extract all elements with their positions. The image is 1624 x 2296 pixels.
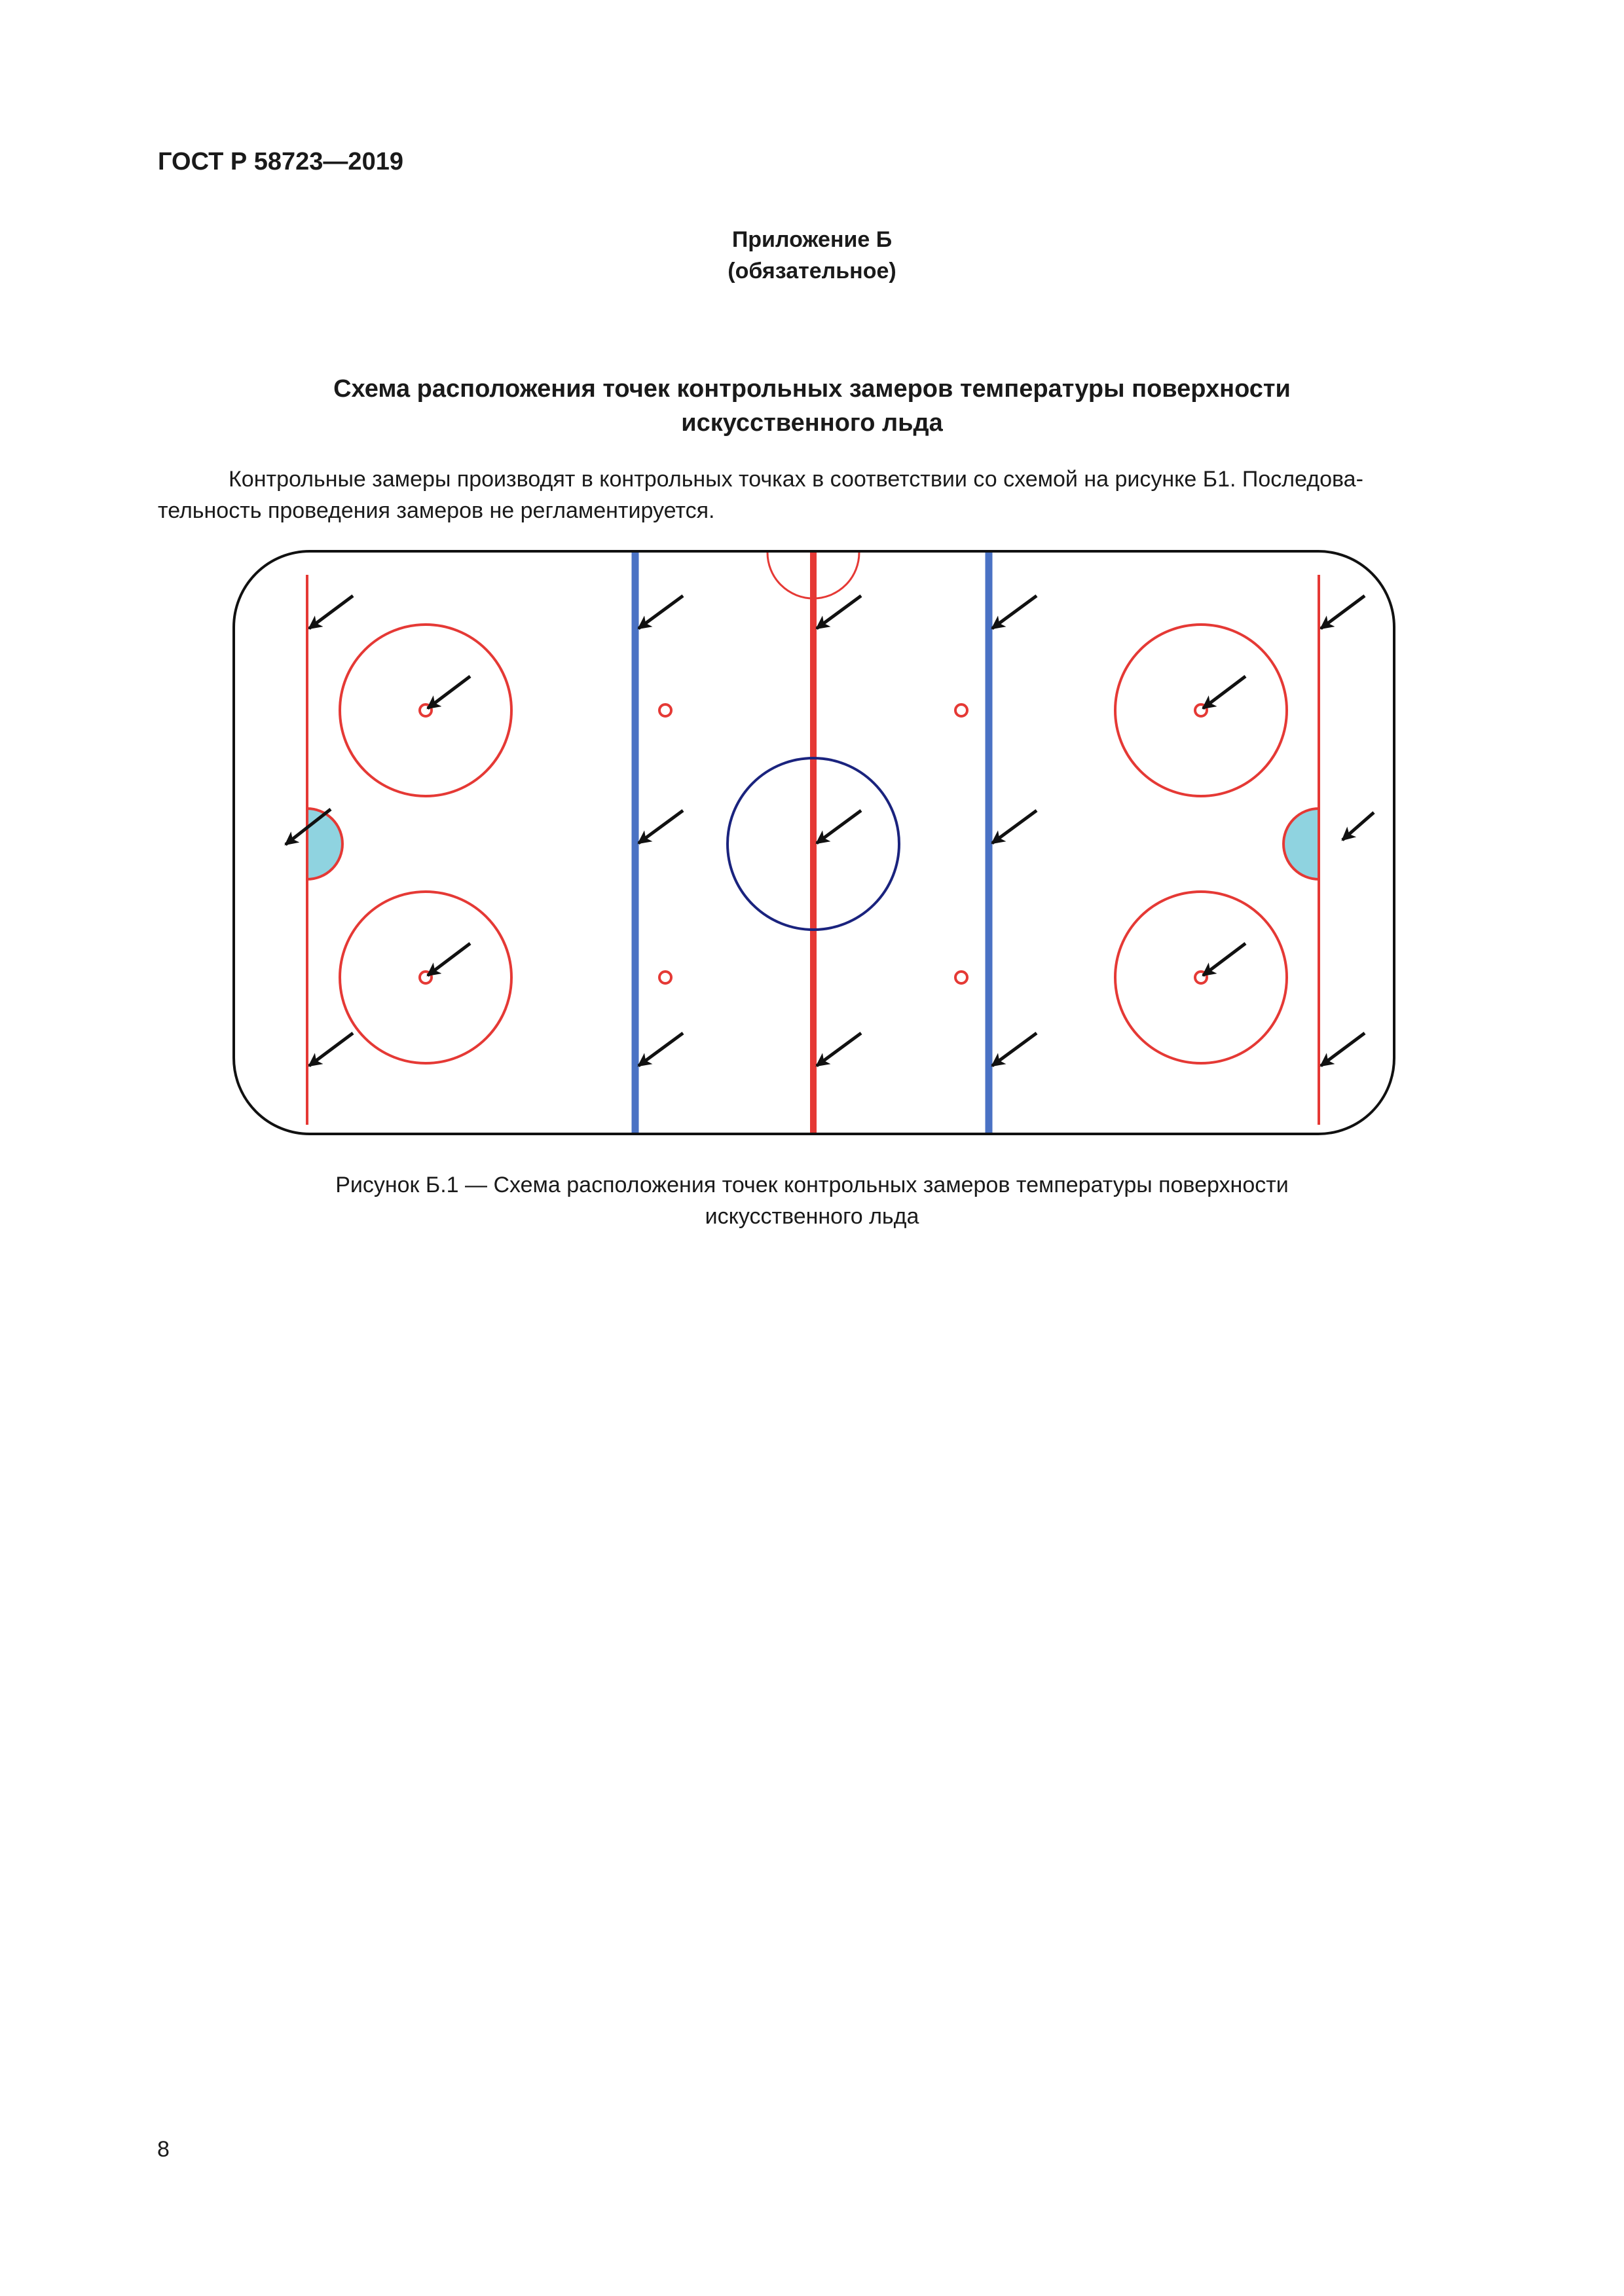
figure-caption-line-1: Рисунок Б.1 — Схема расположения точек контрольных замеров температуры поверхности	[335, 1173, 1289, 1197]
measurement-arrow-9	[817, 596, 861, 629]
page-number: 8	[157, 2137, 170, 2162]
goal-crease-left	[307, 809, 342, 879]
measurement-arrow-16	[1203, 943, 1246, 975]
measurement-arrow-1	[309, 596, 353, 629]
measurement-arrow-17	[1321, 596, 1365, 629]
appendix-title: Приложение Б	[731, 227, 893, 252]
measurement-arrows	[286, 596, 1374, 1066]
figure-caption-line-2: искусственного льда	[705, 1204, 919, 1229]
neutral-spot-top-left	[659, 704, 671, 716]
section-title	[0, 372, 1624, 440]
measurement-arrow-7	[638, 811, 683, 843]
section-title-line-2: искусственного льда	[681, 409, 943, 437]
appendix-heading	[0, 224, 1624, 287]
appendix-status: (обязательное)	[728, 259, 896, 283]
rink-diagram	[231, 549, 1397, 1142]
figure-caption	[0, 1169, 1624, 1232]
measurement-arrow-15	[1203, 676, 1246, 708]
measurement-arrow-19	[1342, 812, 1374, 840]
intro-paragraph	[158, 464, 1467, 526]
neutral-spot-top-right	[955, 704, 967, 716]
document-code: ГОСТ Р 58723—2019	[158, 148, 403, 175]
measurement-arrow-18	[1321, 1033, 1365, 1066]
measurement-arrow-5	[309, 1033, 353, 1066]
measurement-arrow-10	[817, 811, 861, 843]
measurement-arrow-2	[428, 676, 470, 708]
measurement-arrow-4	[428, 943, 470, 975]
measurement-arrow-6	[638, 596, 683, 629]
neutral-spot-bottom-right	[955, 972, 967, 983]
section-title-line-1: Схема расположения точек контрольных замеров температуры поверхности	[333, 375, 1291, 403]
neutral-spot-bottom-left	[659, 972, 671, 983]
measurement-arrow-11	[817, 1033, 861, 1066]
measurement-arrow-14	[992, 1033, 1037, 1066]
intro-line-1: Контрольные замеры производят в контрольных точках в соответствии со схемой на рисунке Б1. Последова-	[229, 467, 1363, 492]
measurement-arrow-12	[992, 596, 1037, 629]
measurement-arrow-8	[638, 1033, 683, 1066]
measurement-arrow-13	[992, 811, 1037, 843]
intro-line-2: тельность проведения замеров не регламентируется.	[158, 498, 715, 523]
goal-crease-right	[1283, 809, 1319, 879]
